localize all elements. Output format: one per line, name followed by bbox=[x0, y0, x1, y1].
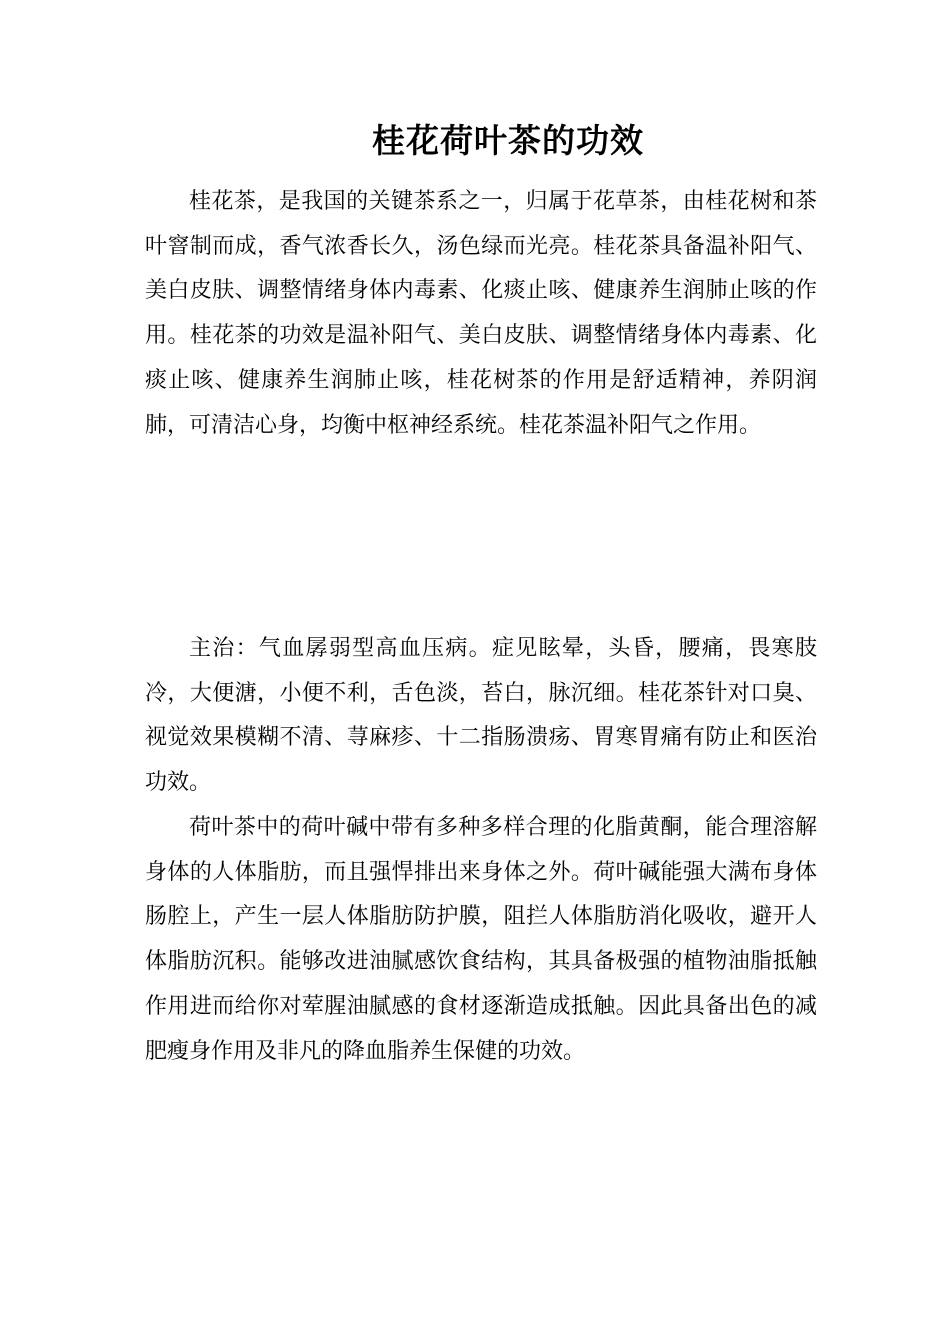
paragraph-lotus-leaf-tea: 荷叶茶中的荷叶碱中带有多种多样合理的化脂黄酮，能合理溶解身体的人体脂肪，而且强悍排出来身体之外。荷叶碱能强大满布身体肠腔上，产生一层人体脂肪防护膜，阻拦人体脂肪消化吸收，避开人体脂肪沉积。能够改进油腻感饮食结构，其具备极强的植物油脂抵触作用进而给你对荤腥油腻感的食材逐渐造成抵触。因此具备出色的减肥瘦身作用及非凡的降血脂养生保健的功效。 bbox=[145, 815, 817, 1064]
document-title: 桂花荷叶茶的功效 bbox=[372, 121, 644, 160]
paragraph-indications: 主治：气血孱弱型高血压病。症见眩晕，头昏，腰痛，畏寒肢冷，大便溏，小便不利，舌色淡，苔白，脉沉细。桂花茶针对口臭、视觉效果模糊不清、荨麻疹、十二指肠溃疡、胃寒胃痛有防止和医治功效。 bbox=[145, 636, 817, 796]
paragraph-osmanthus-tea-intro: 桂花茶，是我国的关键茶系之一，归属于花草茶，由桂花树和茶叶窨制而成，香气浓香长久，汤色绿而光亮。桂花茶具备温补阳气、美白皮肤、调整情绪身体内毒素、化痰止咳、健康养生润肺止咳的作用。桂花茶的功效是温补阳气、美白皮肤、调整情绪身体内毒素、化痰止咳、健康养生润肺止咳，桂花树茶的作用是舒适精神，养阴润肺，可清洁心身，均衡中枢神经系统。桂花茶温补阳气之作用。 bbox=[145, 189, 817, 438]
